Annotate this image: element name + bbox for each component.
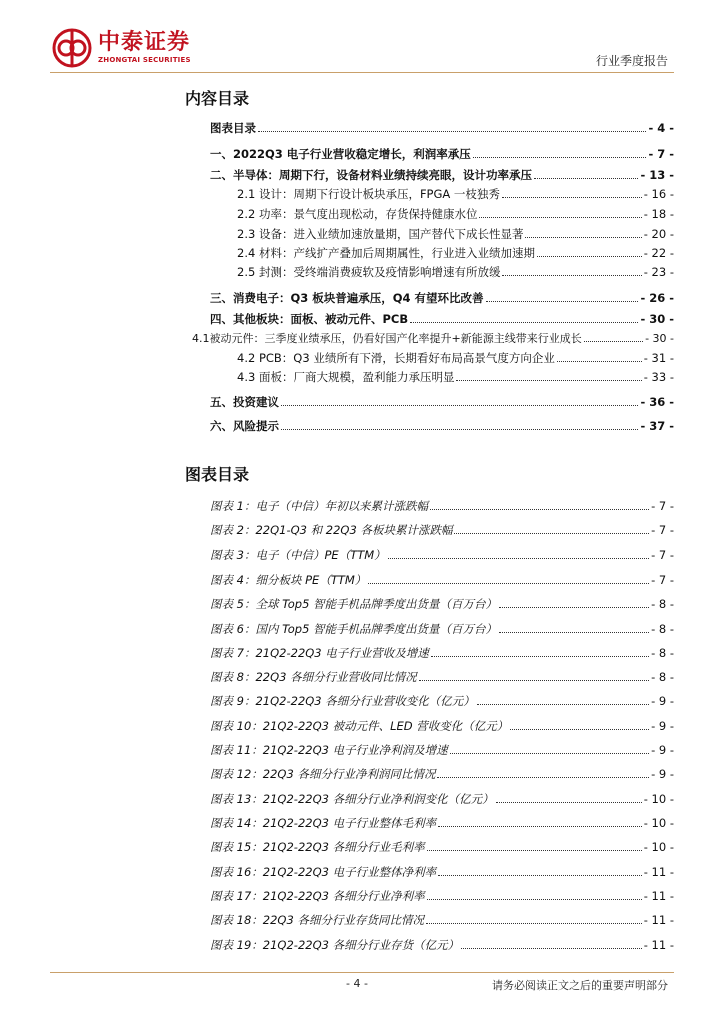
figure-item[interactable]: 图表 14：21Q2-22Q3 电子行业整体毛利率 - 10 - xyxy=(210,816,674,830)
figure-item[interactable]: 图表 6：国内 Top5 智能手机品牌季度出货量（百万台） - 8 - xyxy=(210,622,674,636)
toc-item[interactable]: 四、其他板块：面板、被动元件、PCB - 30 - xyxy=(210,312,674,326)
figure-item[interactable]: 图表 7：21Q2-22Q3 电子行业营收及增速 - 8 - xyxy=(210,646,674,660)
toc-item[interactable]: 4.2 PCB：Q3 业绩所有下滑，长期看好布局高景气度方向企业 - 31 - xyxy=(237,351,674,365)
figure-item[interactable]: 图表 11：21Q2-22Q3 电子行业净利润及增速 - 9 - xyxy=(210,743,674,757)
figure-item[interactable]: 图表 4：细分板块 PE（TTM） - 7 - xyxy=(210,573,674,587)
figure-item[interactable]: 图表 15：21Q2-22Q3 各细分行业毛利率 - 10 - xyxy=(210,840,674,854)
toc-item[interactable]: 2.3 设备：进入业绩加速放量期，国产替代下成长性显著 - 20 - xyxy=(237,227,674,241)
figures-title: 图表目录 xyxy=(185,465,250,484)
toc-item[interactable]: 2.1 设计：周期下行设计板块承压，FPGA 一枝独秀 - 16 - xyxy=(237,187,674,201)
page-number: - 4 - xyxy=(346,977,368,990)
figure-item[interactable]: 图表 2：22Q1-Q3 和 22Q3 各板块累计涨跌幅 - 7 - xyxy=(210,523,674,537)
toc-item[interactable]: 二、半导体：周期下行，设备材料业绩持续亮眼，设计功率承压 - 13 - xyxy=(210,168,674,182)
figure-item[interactable]: 图表 16：21Q2-22Q3 电子行业整体净利率 - 11 - xyxy=(210,865,674,879)
figure-item[interactable]: 图表 1：电子（中信）年初以来累计涨跌幅 - 7 - xyxy=(210,499,674,513)
figure-item[interactable]: 图表 13：21Q2-22Q3 各细分行业净利润变化（亿元） - 10 - xyxy=(210,792,674,806)
toc-item[interactable]: 图表目录 - 4 - xyxy=(210,121,674,135)
toc-item[interactable]: 六、风险提示 - 37 - xyxy=(210,419,674,433)
footer-divider xyxy=(50,972,674,973)
figure-item[interactable]: 图表 5：全球 Top5 智能手机品牌季度出货量（百万台） - 8 - xyxy=(210,597,674,611)
disclaimer-note: 请务必阅读正文之后的重要声明部分 xyxy=(492,979,668,992)
report-type: 行业季度报告 xyxy=(595,54,668,68)
toc-item[interactable]: 4.3 面板：厂商大规模，盈利能力承压明显 - 33 - xyxy=(237,370,674,384)
figure-item[interactable]: 图表 3：电子（中信）PE（TTM） - 7 - xyxy=(210,548,674,562)
figure-item[interactable]: 图表 12：22Q3 各细分行业净利润同比情况 - 9 - xyxy=(210,767,674,781)
toc-item[interactable]: 4.1被动元件：三季度业绩承压，仍看好国产化率提升+新能源主线带来行业成长 - 30 - xyxy=(192,332,674,345)
figure-item[interactable]: 图表 18：22Q3 各细分行业存货同比情况 - 11 - xyxy=(210,913,674,927)
figure-item[interactable]: 图表 10：21Q2-22Q3 被动元件、LED 营收变化（亿元） - 9 - xyxy=(210,719,674,733)
header-divider xyxy=(50,72,674,73)
toc-item[interactable]: 三、消费电子：Q3 板块普遍承压，Q4 有望环比改善 - 26 - xyxy=(210,291,674,305)
page-header xyxy=(0,0,724,80)
toc-item[interactable]: 2.2 功率：景气度出现松动，存货保持健康水位 - 18 - xyxy=(237,207,674,221)
figure-item[interactable]: 图表 19：21Q2-22Q3 各细分行业存货（亿元） - 11 - xyxy=(210,938,674,952)
contents-title: 内容目录 xyxy=(185,89,250,108)
logo-chinese-name: 中泰证券 xyxy=(98,30,191,55)
logo-english-name: ZHONGTAI SECURITIES xyxy=(98,56,191,64)
zhongtai-logo-icon xyxy=(52,28,92,68)
figure-item[interactable]: 图表 9：21Q2-22Q3 各细分行业营收变化（亿元） - 9 - xyxy=(210,694,674,708)
toc-item[interactable]: 2.5 封测：受终端消费疲软及疫情影响增速有所放缓 - 23 - xyxy=(237,265,674,279)
figure-item[interactable]: 图表 8：22Q3 各细分行业营收同比情况 - 8 - xyxy=(210,670,674,684)
toc-item[interactable]: 五、投资建议 - 36 - xyxy=(210,395,674,409)
company-logo xyxy=(52,28,191,68)
toc-item[interactable]: 2.4 材料：产线扩产叠加后周期属性，行业进入业绩加速期 - 22 - xyxy=(237,246,674,260)
figure-item[interactable]: 图表 17：21Q2-22Q3 各细分行业净利率 - 11 - xyxy=(210,889,674,903)
toc-item[interactable]: 一、2022Q3 电子行业营收稳定增长，利润率承压 - 7 - xyxy=(210,147,674,161)
